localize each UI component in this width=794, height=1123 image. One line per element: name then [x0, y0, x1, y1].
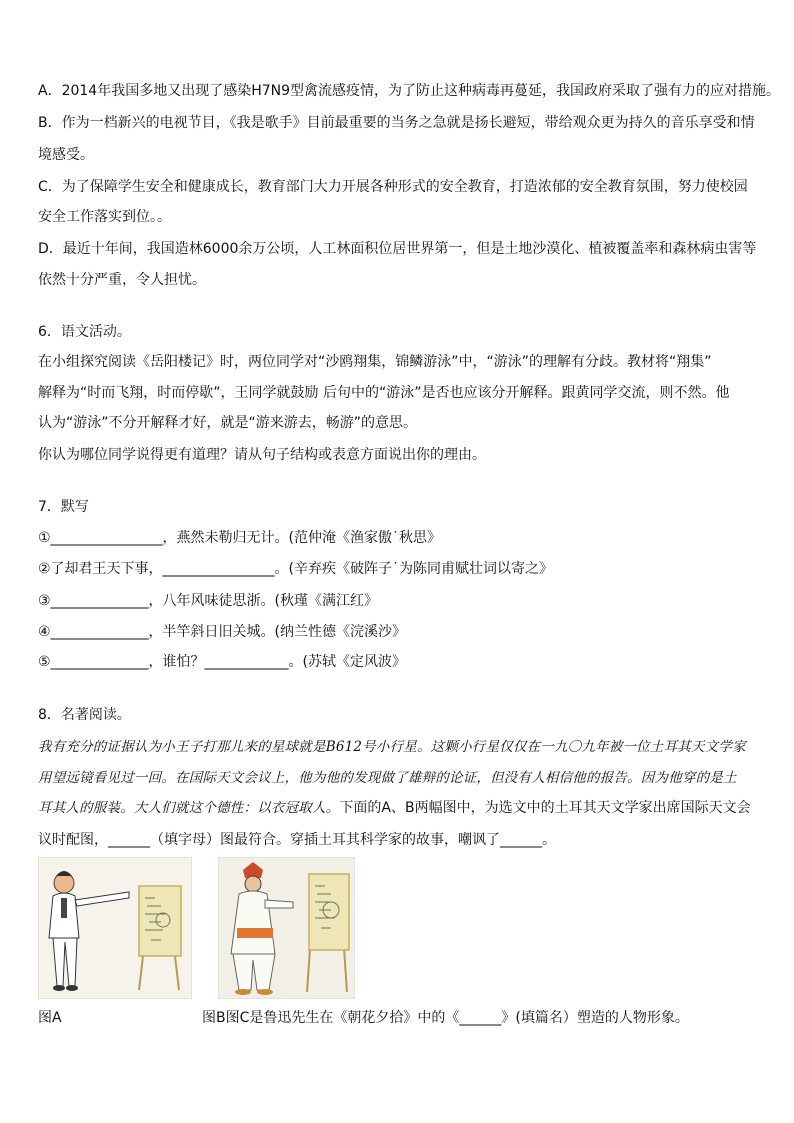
q7-line: ③______________，八年风味徒思浙。(秋瑾《满江红》 [38, 593, 379, 609]
astronomer-suit-illustration [39, 858, 191, 998]
figure-a-caption: 图A [38, 1010, 62, 1026]
q5-option-c-cont: 安全工作落实到位。。 [38, 209, 171, 225]
q7-line: ②了却君王天下事，________________。(辛弃疾《破阵子˙为陈同甫赋壮词以寄之》 [38, 561, 554, 577]
q5-option-b: B．作为一档新兴的电视节目，《我是歌手》目前最重要的当务之急就是扬长避短，带给观众更为持久的音乐享受和情 [38, 115, 755, 131]
q8-handwritten-fragment: 耳其人的服装。大人们就这个德性：以衣冠取人。 [38, 800, 340, 816]
q5-option-d-cont: 依然十分严重，令人担忧。 [38, 272, 206, 288]
q7-line: ⑤______________，谁怕？____________。(苏轼《定风波》 [38, 654, 407, 670]
q8-handwritten-line: 我有充分的证据认为小王子打那儿来的星球就是B612号小行星。这颗小行星仅仅在一九〇九年被一位土耳其天文学家 [38, 739, 746, 755]
figure-b-image [218, 857, 355, 999]
q6-line: 在小组探究阅读《岳阳楼记》时，两位同学对“沙鸥翔集，锦鳞游泳”中，“游泳”的理解有分歧。教材将“翔集” [38, 354, 712, 370]
q6-title: 6．语文活动。 [38, 324, 131, 340]
q7-line: ④______________，半竿斜日旧关城。(纳兰性德《浣溪沙》 [38, 624, 407, 640]
figure-b-caption: 图B图C是鲁迅先生在《朝花夕拾》中的《______》(填篇名）塑造的人物形象。 [202, 1010, 689, 1026]
q5-option-c: C．为了保障学生安全和健康成长，教育部门大力开展各种形式的安全教育，打造浓郁的安全教育氛围，努力使校园 [38, 179, 748, 195]
q6-line: 解释为“时而飞翔，时而停歇”，王同学就鼓励 后句中的“游泳”是否也应该分开解释。跟黄同学交流，则不然。他 [38, 385, 730, 401]
q8-question-fragment: 下面的A、B两幅图中，为选文中的土耳其天文学家出席国际天文会 [339, 800, 751, 816]
q6-line: 认为“游泳”不分开解释才好，就是“游来游去，畅游”的意思。 [38, 415, 418, 431]
q5-option-b-cont: 境感受。 [38, 147, 94, 163]
q6-line: 你认为哪位同学说得更有道理？请从句子结构或表意方面说出你的理由。 [38, 447, 486, 463]
astronomer-turkish-dress-illustration [219, 858, 354, 998]
figure-a-image [38, 857, 192, 999]
q7-title: 7．默写 [38, 499, 89, 515]
q7-line: ①________________，燕然未勒归无计。(范仲淹《渔家傲˙秋思》 [38, 530, 442, 546]
q8-title: 8．名著阅读。 [38, 707, 131, 723]
q5-option-d: D．最近十年间，我国造林6000余万公顷，人工林面积位居世界第一，但是土地沙漠化、植被覆盖率和森林病虫害等 [38, 241, 757, 257]
q8-handwritten-line: 用望远镜看见过一回。在国际天文会议上，他为他的发现做了雄辩的论证，但没有人相信他的报告。因为他穿的是土 [38, 770, 737, 786]
q5-option-a: A．2014年我国多地又出现了感染H7N9型禽流感疫情，为了防止这种病毒再蔓延，我国政府采取了强有力的应对措施。 [38, 83, 781, 99]
q8-question-line: 议时配图，______（填字母）图最符合。穿插土耳其科学家的故事，嘲讽了______。 [38, 832, 556, 848]
q8-mixed-line [38, 798, 758, 818]
